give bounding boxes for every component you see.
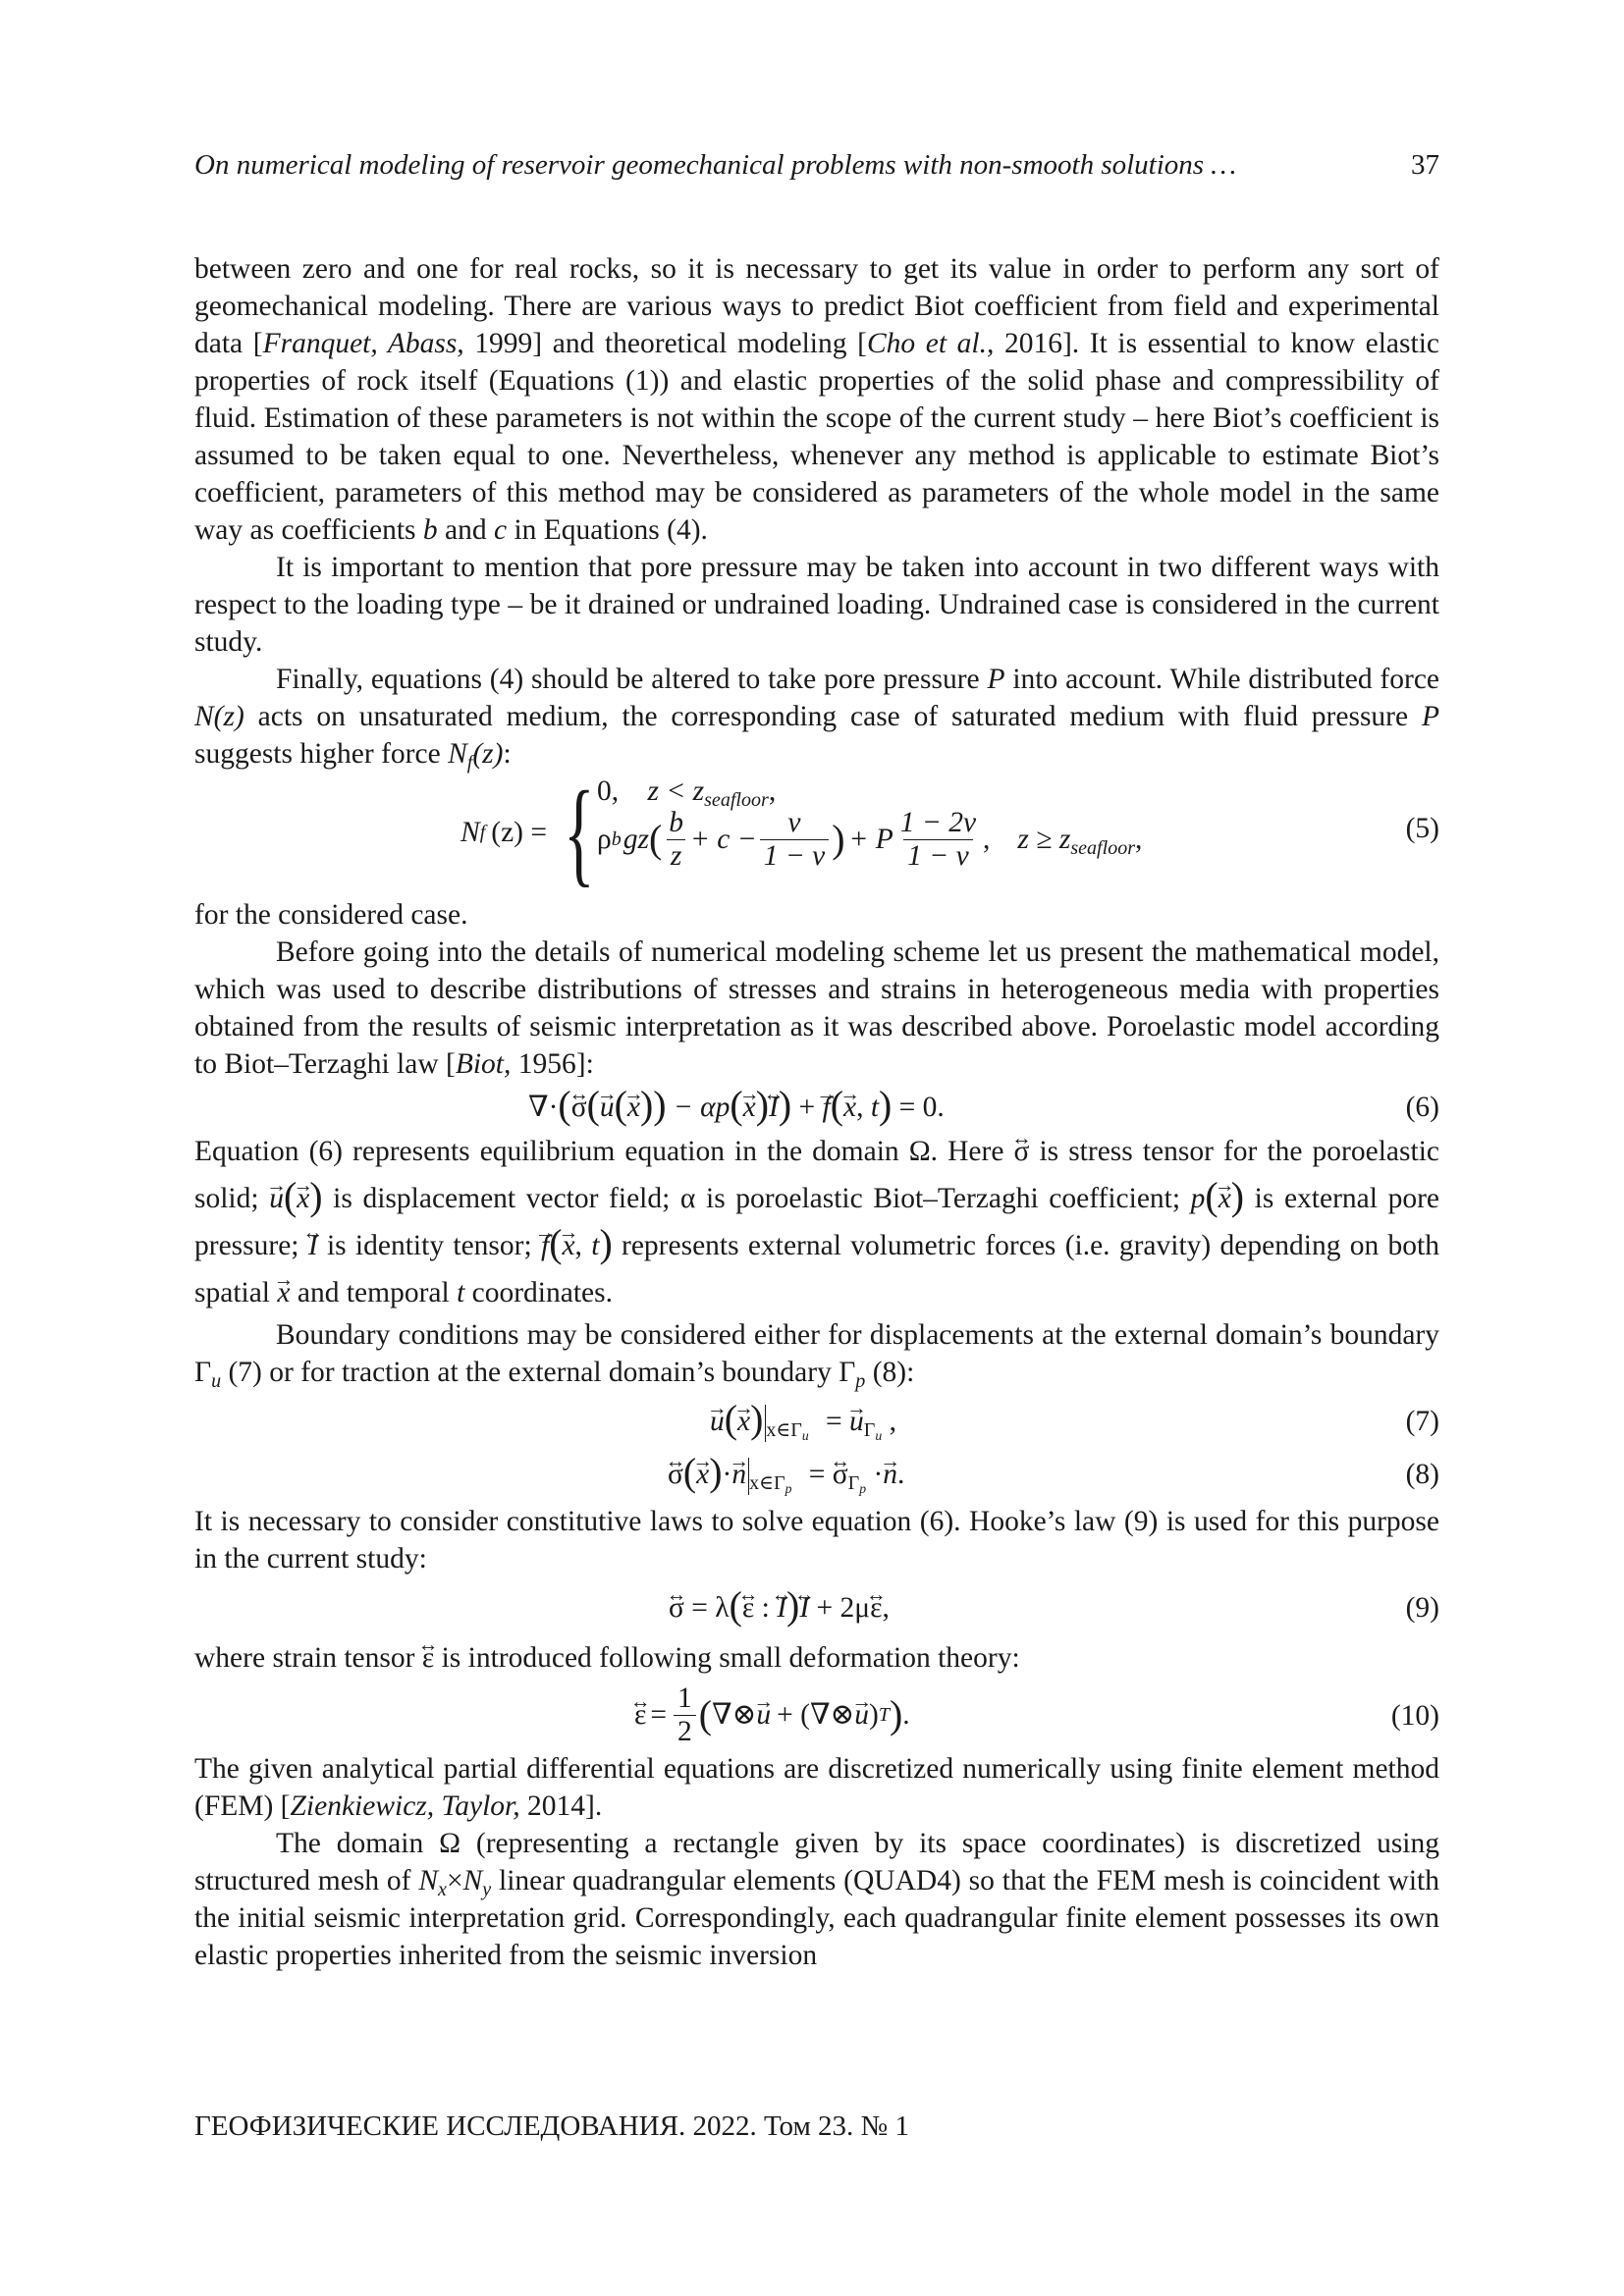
equation-number: (10) <box>1390 1700 1439 1732</box>
equation-number: (7) <box>1405 1406 1439 1437</box>
running-head <box>194 149 1439 192</box>
paragraph-constitutive-laws: It is necessary to consider constitutive laws to solve equation (6). Hooke’s law (9) is used for this purpose in the current study: <box>194 1506 1439 1575</box>
paragraph-poroelastic-model: Before going into the details of numerical modeling scheme let us present the mathematical model, which was used to describe distributions of stresses and strains in heterogeneous media with properties obtained from the results of seismic interpretation as it was described above. Poroelastic model according to Biot–Terzaghi law [Biot, 1956]: <box>194 936 1439 1080</box>
citation-cho: Cho et al., <box>866 328 995 359</box>
page-number: 37 <box>1411 149 1439 181</box>
equation-number: (9) <box>1405 1592 1439 1624</box>
equation-5: N f (z) = { 0, $z < z_{seafloor}$, ρ b gz ( $\frac{b}{z}$ + c − $\frac{\nu}{1 - \nu}$ ) + P $\frac{1 - 2\nu}{1 - \nu}$ , $z \ge z_{seafloor}$, (5) <box>460 767 1439 897</box>
article-body <box>194 250 1439 1974</box>
citation-zienkiewicz: Zienkiewicz, Taylor, <box>290 1790 520 1822</box>
paragraph-fem: The given analytical partial differential equations are discretized numerically using finite element method (FEM) [Zienkiewicz, Taylor, 2014]. <box>194 1753 1439 1822</box>
paragraph-equation-6-description: Equation (6) represents equilibrium equation in the domain Ω. Here ↔ σ is stress tensor for the poroelastic solid; → u(→ x) is displacement vector field; α is poroelastic Biot–Terzaghi coefficient; p(→ x) is external pore pressure; ↔ I is identity tensor; → f(→ x, t) represents external volumetric forces (i.e. gravity) depending on both spatial → x and temporal t coordinates. <box>194 1128 1439 1316</box>
equation-8: ↔ σ(→ x)·→ n $_{x\in\Gamma_p}$ = ↔ $\sigma_{\Gamma_p} \cdot\to n$. (8) <box>194 1444 1439 1503</box>
paragraph-boundary-conditions: Boundary conditions may be considered either for displacements at the external domain’s boundary $\Gamma_u$ (7) or for traction at the external domain’s boundary $\Gamma_p$ (8): <box>194 1319 1439 1393</box>
equation-number: (6) <box>1405 1092 1439 1123</box>
paragraph-pore-pressure: It is important to mention that pore pressure may be taken into account in two different ways with respect to the loading type – be it drained or undrained loading. Undrained case is considered in the current study. <box>194 552 1439 658</box>
journal-footer: ГЕОФИЗИЧЕСКИЕ ИССЛЕДОВАНИЯ. 2022. Том 23. № 1 <box>194 2110 909 2142</box>
equation-9: ↔ σ = λ(↔ ε : ↔ I)↔ I + 2μ↔ ε, (9) <box>194 1577 1439 1636</box>
paragraph-strain-tensor: where strain tensor ↔ ε is introduced following small deformation theory: <box>194 1636 1439 1680</box>
paragraph-domain-mesh: The domain Ω (representing a rectangle given by its space coordinates) is discretized using structured mesh of $N_x\times N_y$ linear quadrangular elements (QUAD4) so that the FEM mesh is coincident with the initial seismic interpretation grid. Correspondingly, each quadrangular finite element possesses its own elastic properties inherited from the seismic inversion <box>194 1828 1439 1971</box>
citation-biot: Biot, <box>455 1048 512 1080</box>
equation-6: ∇·(↔ σ(→ u(→ x)) − αp(→ x)↔ I) + → f(→ x, t) = 0. (6) <box>194 1083 1439 1128</box>
citation-franquet: Franquet, Abass, <box>262 328 464 359</box>
running-head-title: On numerical modeling of reservoir geomechanical problems with non-smooth solutions … <box>194 149 1237 181</box>
equation-number: (8) <box>1405 1459 1439 1490</box>
equation-number: (5) <box>1405 813 1439 844</box>
paragraph-considered-case: for the considered case. <box>194 899 468 931</box>
paragraph-saturated-force: Finally, equations (4) should be altered to take pore pressure P into account. While distributed force N(z) acts on unsaturated medium, the corresponding case of saturated medium with fluid pressure P suggests higher force $N_f(z)$: <box>194 664 1440 774</box>
paragraph-biot-coefficient: between zero and one for real rocks, so it is necessary to get its value in order to perform any sort of geomechanical modeling. There are various ways to predict Biot coefficient from field and experimental data [Franquet, Abass, 1999] and theoretical modeling [Cho et al., 2016]. It is essential to know elastic properties of rock itself (Equations (1)) and elastic properties of the solid phase and compressibility of fluid. Estimation of these parameters is not within the scope of the current study – here Biot’s coefficient is assumed to be taken equal to one. Nevertheless, whenever any method is applicable to estimate Biot’s coefficient, parameters of this method may be considered as parameters of the whole model in the same way as coefficients b and c in Equations (4). <box>194 253 1439 546</box>
equation-10: ↔ ε = $\frac{1}{2}$ ( ∇⊗ → u + (∇⊗ → u ) T ) . (10) <box>194 1680 1439 1750</box>
equation-7: → u(→ x) $_{x\in\Gamma_u}$ = → $u_{\Gamma_u}$ , (7) <box>194 1391 1439 1444</box>
left-brace: { <box>563 767 595 897</box>
